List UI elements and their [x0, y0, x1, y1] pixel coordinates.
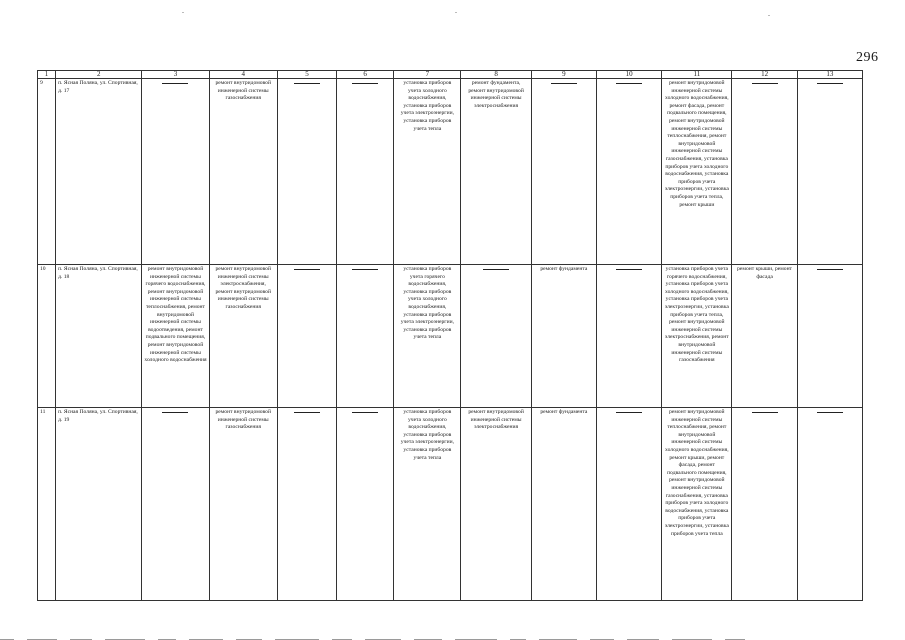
- dash-mark: [817, 269, 843, 270]
- address-cell: п. Ясная Поляна, ул. Спортивная, д. 19: [56, 408, 142, 601]
- work-cell: ремонт внутридомовой инженерной системы теплоснабжения, ремонт внутридомовой инженерной системы холодного водоснабжения, ремонт крыши, ремонт фасада, ремонт подвального помещения, ремонт внутридомовой инженерной системы газоснабжения, установка приборов учета холодного водоснабжения, установка приборов учета электроэнергии, установка приборов учета тепла: [662, 408, 732, 601]
- empty-cell: [732, 408, 797, 601]
- column-header-5: 5: [277, 71, 336, 79]
- dash-mark: [352, 269, 378, 270]
- empty-cell: [142, 79, 209, 265]
- table-row: [38, 79, 863, 265]
- dash-mark: [551, 83, 577, 84]
- dash-mark: [752, 83, 778, 84]
- dash-mark: [294, 412, 320, 413]
- column-header-9: 9: [531, 71, 596, 79]
- work-cell: ремонт крыши, ремонт фасада: [732, 265, 797, 408]
- dash-mark: [817, 83, 843, 84]
- empty-cell: [596, 408, 661, 601]
- scan-speck: [455, 12, 457, 13]
- empty-cell: [277, 265, 336, 408]
- empty-cell: [277, 79, 336, 265]
- row-number: 11: [38, 408, 56, 601]
- capital-repair-table: [37, 70, 863, 601]
- work-cell: ремонт внутридомовой инженерной системы газоснабжения: [209, 408, 277, 601]
- empty-cell: [797, 265, 862, 408]
- work-cell: ремонт внутридомовой инженерной системы газоснабжения: [209, 79, 277, 265]
- empty-cell: [797, 79, 862, 265]
- column-header-4: 4: [209, 71, 277, 79]
- scan-edge-noise: [0, 630, 905, 640]
- dash-mark: [616, 412, 642, 413]
- header-row: [38, 71, 863, 79]
- address-cell: п. Ясная Поляна, ул. Спортивная, д. 17: [56, 79, 142, 265]
- empty-cell: [596, 79, 661, 265]
- column-header-6: 6: [337, 71, 394, 79]
- column-header-1: 1: [38, 71, 56, 79]
- column-header-7: 7: [394, 71, 461, 79]
- row-number: 9: [38, 79, 56, 265]
- dash-mark: [616, 269, 642, 270]
- dash-mark: [352, 83, 378, 84]
- dash-mark: [162, 412, 188, 413]
- address-cell: п. Ясная Поляна, ул. Спортивная, д. 18: [56, 265, 142, 408]
- empty-cell: [277, 408, 336, 601]
- work-cell: установка приборов учета холодного водоснабжения, установка приборов учета электроэнергии, установка приборов учета тепла: [394, 79, 461, 265]
- work-cell: установка приборов учета горячего водоснабжения, установка приборов учета холодного водоснабжения, установка приборов учета электроэнергии, установка приборов учета тепла, ремонт внутридомовой инженерной системы электроснабжения, ремонт внутридомовой инженерной системы газоснабжения: [662, 265, 732, 408]
- page-number: 296: [856, 50, 879, 65]
- work-cell: установка приборов учета горячего водоснабжения, установка приборов учета холодного водоснабжения, установка приборов учета электроэнергии, установка приборов учета тепла: [394, 265, 461, 408]
- empty-cell: [337, 79, 394, 265]
- empty-cell: [142, 408, 209, 601]
- empty-cell: [596, 265, 661, 408]
- dash-mark: [483, 269, 509, 270]
- empty-cell: [337, 265, 394, 408]
- column-header-10: 10: [596, 71, 661, 79]
- work-cell: ремонт внутридомовой инженерной системы горячего водоснабжения, ремонт внутридомовой инженерной системы теплоснабжения, ремонт внутридомовой инженерной системы водоотведения, ремонт подвального помещения, ремонт внутридомовой инженерной системы холодного водоснабжения: [142, 265, 209, 408]
- work-cell: ремонт внутридомовой инженерной системы электроснабжения, ремонт внутридомовой инженерной системы газоснабжения: [209, 265, 277, 408]
- scan-speck: [182, 12, 184, 13]
- dash-mark: [162, 83, 188, 84]
- work-cell: ремонт фундамента, ремонт внутридомовой инженерной системы электроснабжения: [461, 79, 531, 265]
- work-cell: установка приборов учета холодного водоснабжения, установка приборов учета электроэнергии, установка приборов учета тепла: [394, 408, 461, 601]
- column-header-12: 12: [732, 71, 797, 79]
- dash-mark: [817, 412, 843, 413]
- table-row: [38, 265, 863, 408]
- dash-mark: [616, 83, 642, 84]
- empty-cell: [732, 79, 797, 265]
- column-header-2: 2: [56, 71, 142, 79]
- column-header-13: 13: [797, 71, 862, 79]
- work-cell: ремонт внутридомовой инженерной системы холодного водоснабжения, ремонт фасада, ремонт подвального помещения, ремонт внутридомовой инженерной системы теплоснабжения, ремонт внутридомовой инженерной системы газоснабжения, установка приборов учета холодного водоснабжения, установка приборов учета электроэнергии, установка приборов учета тепла, ремонт крыши: [662, 79, 732, 265]
- column-header-11: 11: [662, 71, 732, 79]
- column-header-3: 3: [142, 71, 209, 79]
- work-cell: ремонт внутридомовой инженерной системы электроснабжения: [461, 408, 531, 601]
- work-cell: ремонт фундамента: [531, 408, 596, 601]
- empty-cell: [797, 408, 862, 601]
- empty-cell: [531, 79, 596, 265]
- dash-mark: [752, 412, 778, 413]
- dash-mark: [352, 412, 378, 413]
- table-row: [38, 408, 863, 601]
- dash-mark: [294, 83, 320, 84]
- work-cell: ремонт фундамента: [531, 265, 596, 408]
- row-number: 10: [38, 265, 56, 408]
- scan-speck: [768, 15, 770, 16]
- empty-cell: [337, 408, 394, 601]
- column-header-8: 8: [461, 71, 531, 79]
- empty-cell: [461, 265, 531, 408]
- dash-mark: [294, 269, 320, 270]
